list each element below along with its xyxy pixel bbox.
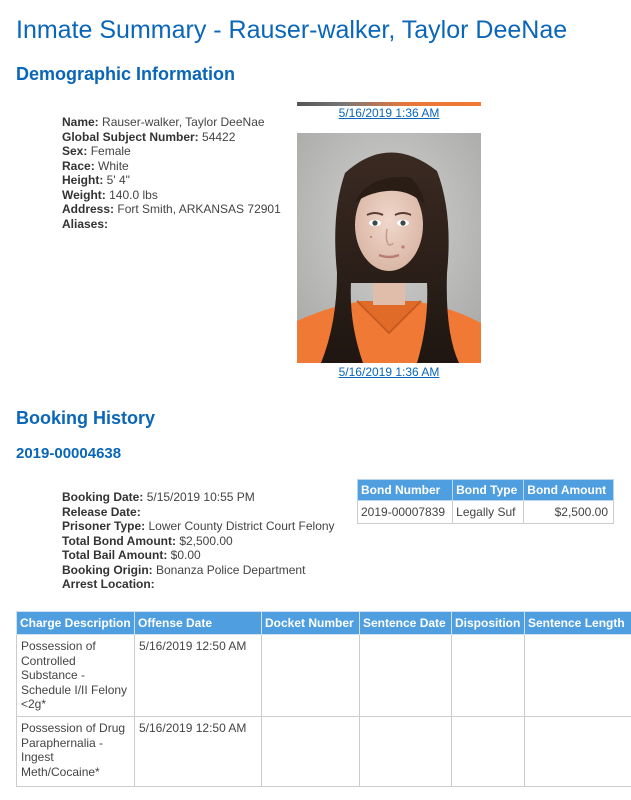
- race-label: Race:: [62, 158, 95, 173]
- sentence-length-header: Sentence Length: [525, 612, 631, 635]
- demographic-heading: Demographic Information: [16, 64, 236, 84]
- booking-date-label: Booking Date:: [62, 490, 144, 504]
- docket-number-cell: [262, 717, 360, 787]
- demographic-info: [62, 115, 281, 231]
- sentence-length-cell: [525, 635, 631, 717]
- table-row: [17, 717, 631, 787]
- name-label: Name:: [62, 115, 99, 129]
- height-label: Height:: [62, 173, 104, 187]
- sex-value: Female: [90, 144, 131, 158]
- prisoner-type-row: [62, 519, 335, 534]
- booking-number: 2019-00004638: [16, 445, 122, 462]
- photo-date-link-top[interactable]: 5/16/2019 1:36 AM: [338, 106, 440, 120]
- bond-type-header: Bond Type: [453, 480, 524, 501]
- charges-header-row: [17, 612, 631, 635]
- name-value: Rauser-walker, Taylor DeeNae: [102, 115, 265, 129]
- docket-number-cell: [262, 635, 360, 717]
- booking-date-value: 5/15/2019 10:55 PM: [146, 490, 255, 504]
- sex-label: Sex:: [62, 144, 88, 158]
- arrest-location-label: Arrest Location:: [62, 577, 155, 591]
- total-bail-row: [62, 548, 335, 563]
- mugshot-image: [297, 133, 481, 363]
- bond-amount-cell: $2,500.00: [524, 501, 614, 524]
- aliases-row: [62, 217, 281, 232]
- offense-date-cell: 5/16/2019 12:50 AM: [135, 635, 262, 717]
- disposition-cell: [452, 717, 525, 787]
- prisoner-type-value: Lower County District Court Felony: [148, 519, 335, 533]
- docket-number-header: Docket Number: [262, 612, 360, 635]
- weight-row: [62, 188, 281, 203]
- total-bond-value: $2,500.00: [179, 533, 233, 548]
- total-bail-value: $0.00: [170, 548, 201, 562]
- bond-table-header-row: [358, 480, 614, 501]
- address-label: Address:: [62, 202, 115, 216]
- booking-info: [62, 490, 335, 592]
- booking-date-row: [62, 490, 335, 505]
- table-row: [358, 501, 614, 524]
- sentence-date-header: Sentence Date: [360, 612, 452, 635]
- subject-number-value: 54422: [202, 129, 236, 144]
- booking-history-heading: Booking History: [16, 408, 156, 428]
- sex-row: [62, 144, 281, 159]
- sentence-date-cell: [360, 635, 452, 717]
- sentence-date-cell: [360, 717, 452, 787]
- release-date-label: Release Date:: [62, 504, 141, 519]
- name-row: [62, 115, 281, 130]
- offense-date-header: Offense Date: [135, 612, 262, 635]
- race-value: White: [98, 158, 129, 173]
- disposition-cell: [452, 635, 525, 717]
- bond-number-cell: 2019-00007839: [358, 501, 453, 524]
- charge-description-header: Charge Description: [17, 612, 135, 635]
- booking-origin-row: [62, 563, 335, 578]
- total-bond-row: [62, 534, 335, 549]
- aliases-label: Aliases:: [62, 216, 109, 231]
- page-title: Inmate Summary - Rauser-walker, Taylor DeeNae: [16, 16, 568, 44]
- arrest-location-row: [62, 577, 335, 592]
- prisoner-type-label: Prisoner Type:: [62, 519, 146, 533]
- bond-amount-header: Bond Amount: [524, 480, 614, 501]
- mugshot-photo: [297, 133, 481, 363]
- subject-number-label: Global Subject Number:: [62, 129, 199, 144]
- booking-origin-value: Bonanza Police Department: [156, 562, 306, 577]
- bond-number-header: Bond Number: [358, 480, 453, 501]
- race-row: [62, 159, 281, 174]
- charge-description-cell: Possession of Drug Paraphernalia - Ingest Meth/Cocaine*: [17, 717, 135, 787]
- weight-label: Weight:: [62, 187, 106, 202]
- weight-value: 140.0 lbs: [109, 187, 158, 202]
- bond-table: [357, 479, 614, 524]
- bond-type-cell: Legally Suf: [453, 501, 524, 524]
- address-value: Fort Smith, ARKANSAS 72901: [117, 202, 281, 216]
- charges-table: [16, 611, 631, 787]
- total-bail-label: Total Bail Amount:: [62, 548, 168, 562]
- address-row: [62, 202, 281, 217]
- total-bond-label: Total Bond Amount:: [62, 533, 176, 548]
- offense-date-cell: 5/16/2019 12:50 AM: [135, 717, 262, 787]
- table-row: [17, 635, 631, 717]
- photo-date-link-bottom[interactable]: 5/16/2019 1:36 AM: [338, 365, 440, 379]
- release-date-row: [62, 505, 335, 520]
- height-row: [62, 173, 281, 188]
- charge-description-cell: Possession of Controlled Substance - Schedule I/II Felony <2g*: [17, 635, 135, 717]
- disposition-header: Disposition: [452, 612, 525, 635]
- booking-origin-label: Booking Origin:: [62, 562, 153, 577]
- sentence-length-cell: [525, 717, 631, 787]
- subject-number-row: [62, 130, 281, 145]
- height-value: 5' 4": [106, 173, 130, 187]
